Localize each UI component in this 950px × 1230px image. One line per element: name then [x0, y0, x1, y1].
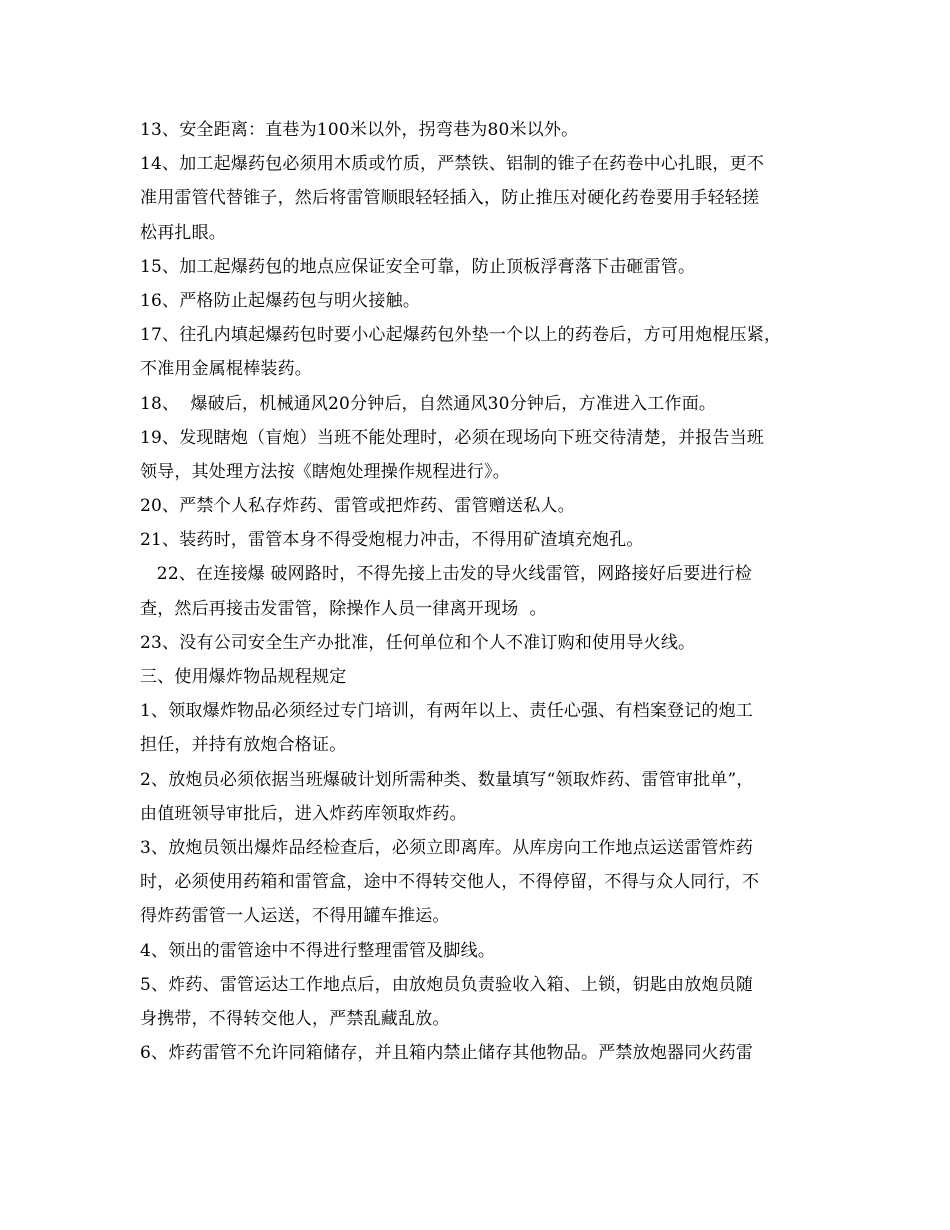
text-line: 17、往孔内填起爆药包时要小心起爆药包外垫一个以上的药卷后，方可用炮棍压紧， [140, 325, 782, 346]
text-line: 查，然后再接击发雷管，除操作人员一律离开现场 。 [140, 598, 547, 619]
text-line: 20、严禁个人私存炸药、雷管或把炸药、雷管赠送私人。 [140, 496, 575, 517]
section-heading: 三、使用爆炸物品规程规定 [140, 667, 347, 687]
text-line: 18、 爆破后，机械通风20分钟后，自然通风30分钟后，方准进入工作面。 [140, 393, 717, 414]
text-line: 4、领出的雷管途中不得进行整理雷管及脚线。 [140, 940, 496, 961]
text-line: 16、严格防止起爆药包与明火接触。 [140, 290, 421, 311]
text-line: 准用雷管代替锥子，然后将雷管顺眼轻轻插入，防止推压对硬化药卷要用手轻轻搓 [140, 188, 760, 209]
text-line: 松再扎眼。 [140, 222, 226, 243]
text-line: 15、加工起爆药包的地点应保证安全可靠，防止顶板浮膏落下击砸雷管。 [140, 256, 696, 277]
text-line: 得炸药雷管一人运送，不得用罐车推运。 [140, 906, 450, 927]
text-line: 14、加工起爆药包必须用木质或竹质，严禁铁、铝制的锥子在药卷中心扎眼，更不 [140, 154, 765, 175]
text-line: 时，必须使用药箱和雷管盒，途中不得转交他人，不得停留，不得与众人同行，不 [140, 872, 760, 893]
text-line: 13、安全距离：直巷为100米以外，拐弯巷为80米以外。 [140, 120, 579, 140]
text-line: 由值班领导审批后，进入炸药库领取炸药。 [140, 803, 467, 824]
text-line: 3、放炮员领出爆炸品经检查后，必须立即离库。从库房向工作地点运送雷管炸药 [140, 837, 754, 858]
text-line: 2、放炮员必须依据当班爆破计划所需种类、数量填写“领取炸药、雷管审批单”， [140, 769, 754, 790]
text-line: 21、装药时，雷管本身不得受炮棍力冲击，不得用矿渣填充炮孔。 [140, 530, 644, 551]
text-line: 19、发现瞎炮（盲炮）当班不能处理时，必须在现场向下班交待清楚，并报告当班 [140, 427, 765, 448]
text-line: 5、炸药、雷管运达工作地点后，由放炮员负责验收入箱、上锁，钥匙由放炮员随 [140, 974, 754, 995]
text-line: 23、没有公司安全生产办批准，任何单位和个人不准订购和使用导火线。 [140, 632, 696, 653]
text-line: 6、炸药雷管不允许同箱储存，并且箱内禁止储存其他物品。严禁放炮器同火药雷 [140, 1043, 754, 1064]
text-line: 担任，并持有放炮合格证。 [140, 735, 347, 756]
document-body [140, 113, 830, 1070]
text-line: 领导，其处理方法按《瞎炮处理操作规程进行》。 [140, 461, 510, 482]
text-line: 不准用金属棍棒装药。 [140, 359, 312, 380]
text-line: 22、在连接爆 破网路时，不得先接上击发的导火线雷管，网路接好后要进行检 [140, 564, 753, 585]
text-line: 1、领取爆炸物品必须经过专门培训，有两年以上、责任心强、有档案登记的炮工 [140, 701, 754, 722]
text-line: 身携带，不得转交他人，严禁乱藏乱放。 [140, 1008, 450, 1029]
